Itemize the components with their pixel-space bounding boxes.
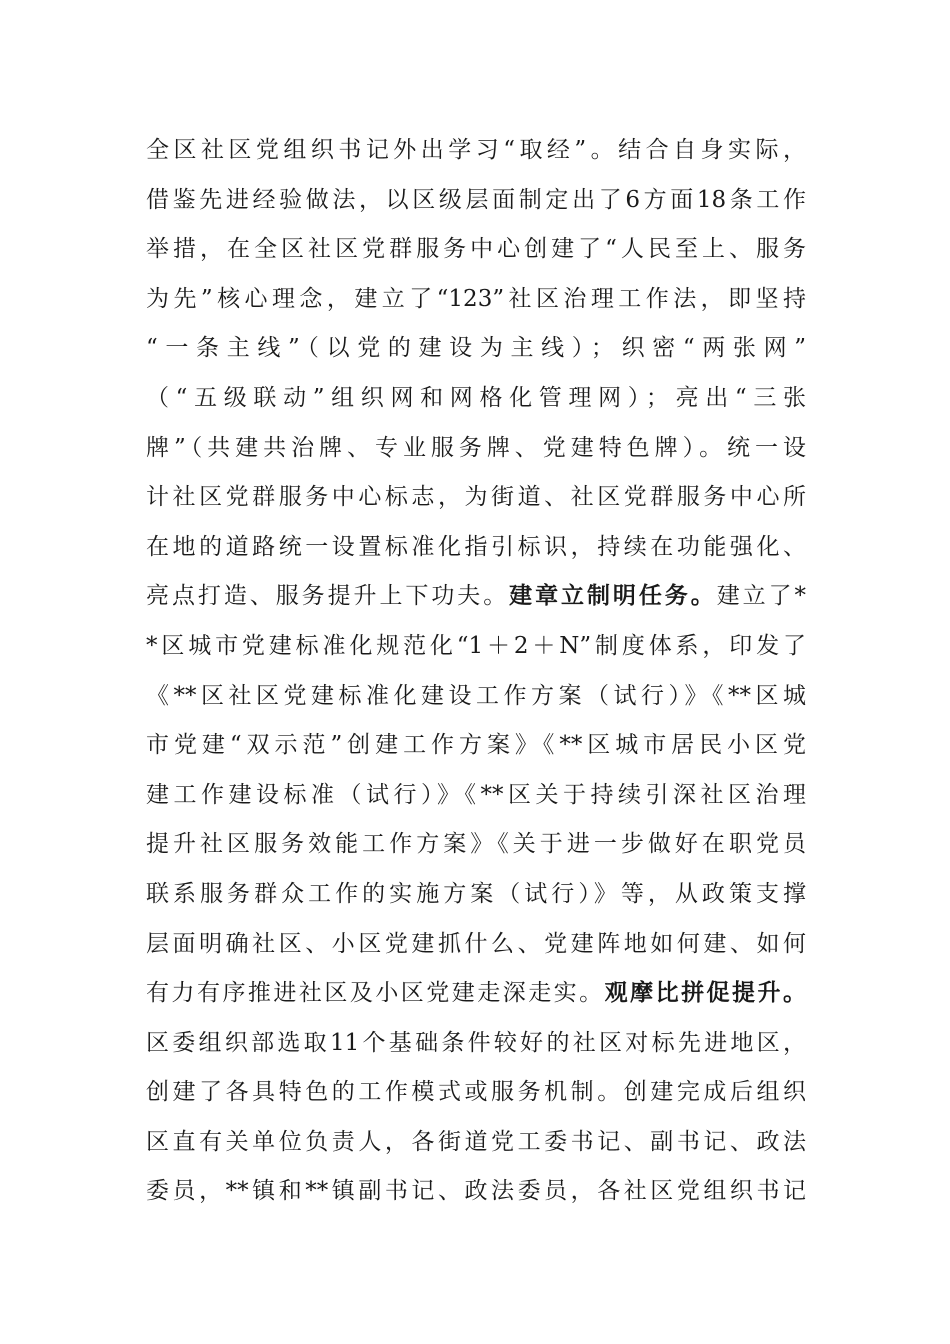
body-text: （“五级联动”组织网和网格化管理网）；亮出“三张 — [146, 384, 806, 411]
text-line — [146, 920, 806, 970]
text-line — [146, 1118, 806, 1168]
body-text: 有力有序推进社区及小区党建走深走实。 — [146, 980, 605, 1007]
text-line — [146, 126, 806, 176]
text-line — [146, 1167, 806, 1217]
text-line — [146, 176, 806, 226]
body-text: 亮点打造、服务提升上下功夫。 — [146, 583, 510, 610]
text-line — [146, 771, 806, 821]
text-line — [146, 275, 806, 325]
text-line — [146, 969, 806, 1019]
text-line — [146, 672, 806, 722]
body-text: 为先”核心理念，建立了“123”社区治理工作法，即坚持 — [146, 285, 806, 312]
body-text: 建工作建设标准（试行）》《**区关于持续引深社区治理 — [146, 781, 806, 808]
body-text: 全区社区党组织书记外出学习“取经”。结合自身实际， — [146, 137, 806, 163]
text-line — [146, 473, 806, 523]
body-text: 举措，在全区社区党群服务中心创建了“人民至上、服务 — [146, 236, 806, 263]
body-text: 联系服务群众工作的实施方案（试行）》等，从政策支撑 — [146, 880, 806, 907]
text-line — [146, 225, 806, 275]
body-text: 在地的道路统一设置标准化指引标识，持续在功能强化、 — [146, 533, 806, 560]
body-text: 牌”（共建共治牌、专业服务牌、党建特色牌）。统一设 — [146, 434, 806, 461]
text-line — [146, 572, 806, 622]
body-text: “一条主线”（以党的建设为主线）；织密“两张网” — [146, 335, 806, 362]
text-line — [146, 374, 806, 424]
body-text: 借鉴先进经验做法，以区级层面制定出了6方面18条工作 — [146, 186, 806, 213]
bold-heading-text: 建章立制明任务。 — [509, 583, 717, 610]
text-line — [146, 424, 806, 474]
text-line — [146, 870, 806, 920]
document-body — [146, 126, 806, 1217]
body-text: 计社区党群服务中心标志，为街道、社区党群服务中心所 — [146, 484, 806, 511]
text-line — [146, 820, 806, 870]
body-text: 区直有关单位负责人，各街道党工委书记、副书记、政法 — [146, 1128, 806, 1155]
body-text: 区委组织部选取11个基础条件较好的社区对标先进地区， — [146, 1029, 806, 1056]
body-text: 层面明确社区、小区党建抓什么、党建阵地如何建、如何 — [146, 930, 806, 957]
text-line — [146, 721, 806, 771]
text-line — [146, 324, 806, 374]
text-line — [146, 1019, 806, 1069]
body-text: 《**区社区党建标准化建设工作方案（试行）》《**区城 — [146, 682, 806, 709]
body-text: 提升社区服务效能工作方案》《关于进一步做好在职党员 — [146, 831, 806, 858]
body-text: 建立了* — [716, 583, 807, 610]
text-line — [146, 523, 806, 573]
body-text: *区城市党建标准化规范化“1＋2＋N”制度体系，印发了 — [146, 632, 806, 659]
body-text: 创建了各具特色的工作模式或服务机制。创建完成后组织 — [146, 1079, 806, 1106]
text-line — [146, 1068, 806, 1118]
text-line — [146, 622, 806, 672]
body-text: 委员，**镇和**镇副书记、政法委员，各社区党组织书记 — [146, 1178, 806, 1205]
bold-heading-text: 观摩比拼促提升。 — [604, 980, 807, 1007]
body-text: 市党建“双示范”创建工作方案》《**区城市居民小区党 — [146, 732, 806, 759]
